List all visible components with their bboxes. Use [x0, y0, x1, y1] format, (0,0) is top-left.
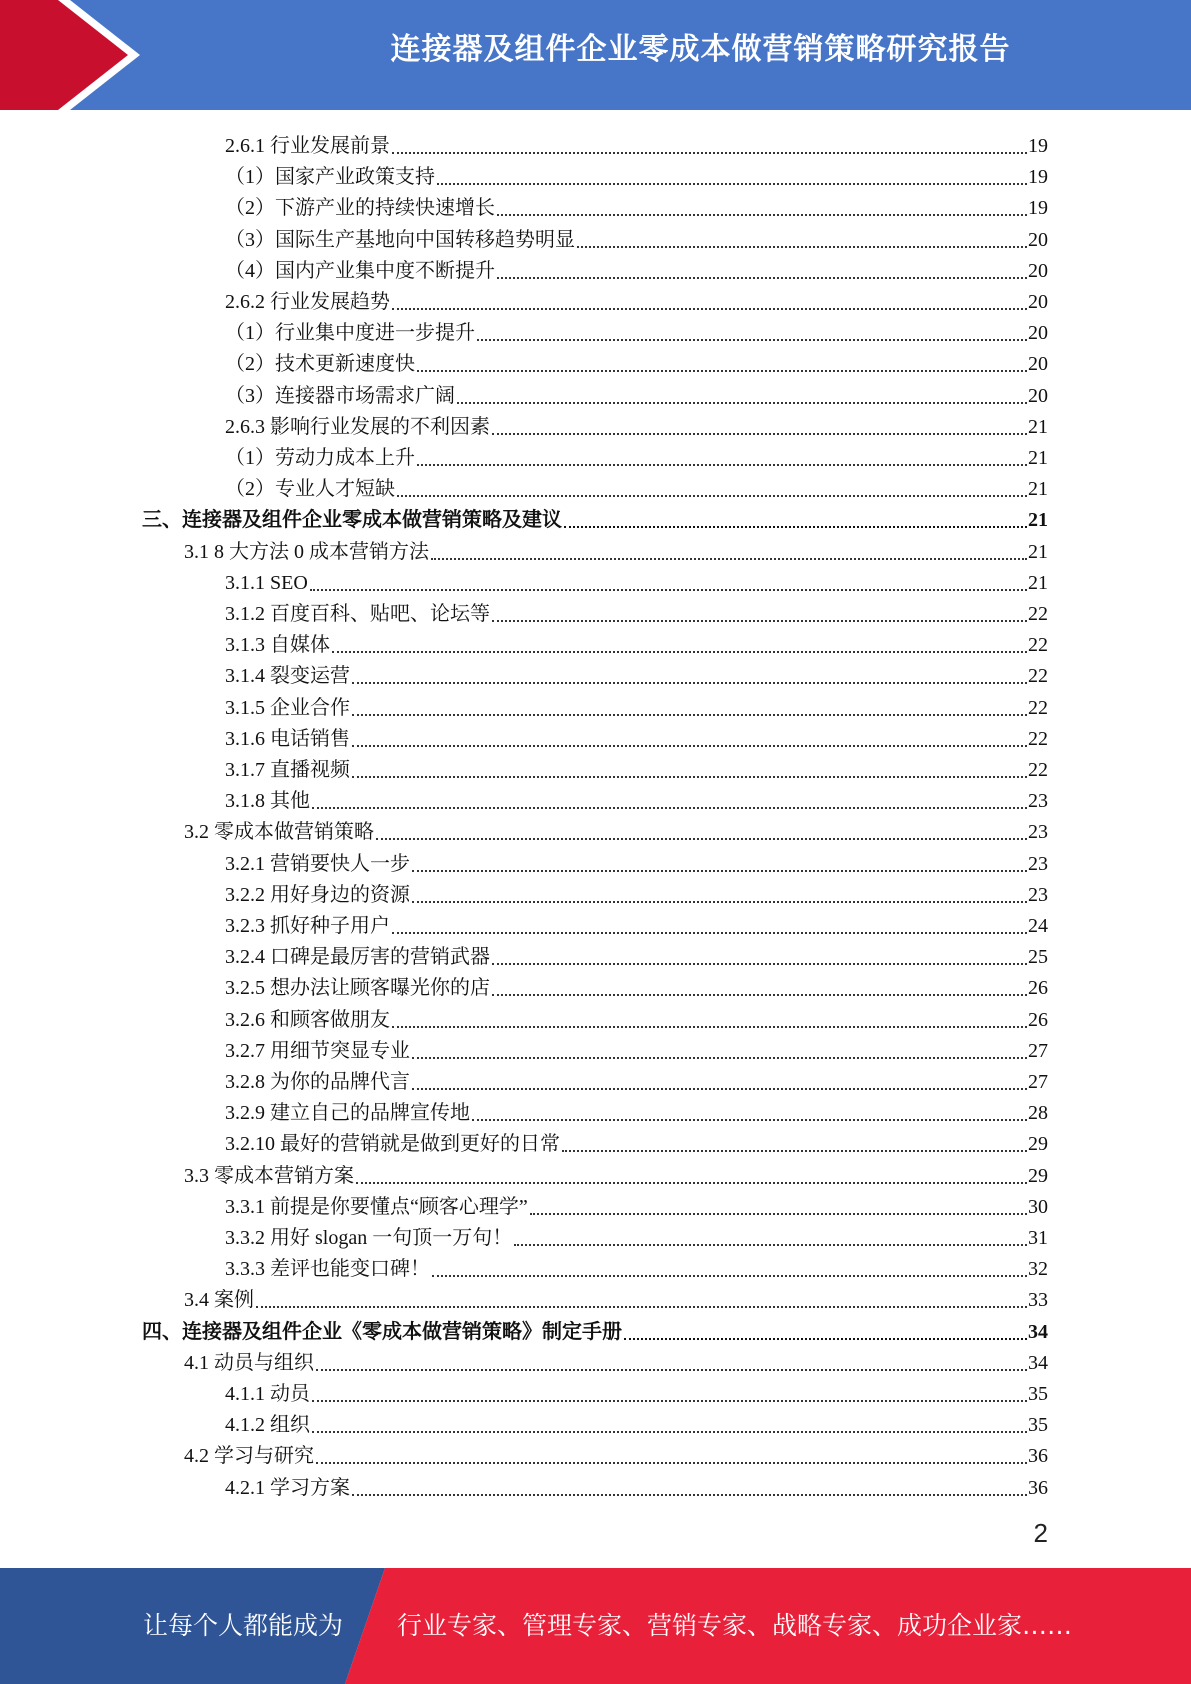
toc-entry-page: 20 — [1028, 384, 1048, 407]
toc-entry-label: （1）行业集中度进一步提升 — [225, 322, 475, 345]
toc-entry[interactable] — [225, 128, 1048, 159]
toc-entry[interactable] — [225, 1002, 1048, 1033]
toc-dot-leader — [530, 1213, 1027, 1215]
toc-entry-page: 32 — [1028, 1258, 1048, 1281]
toc-entry-page: 29 — [1028, 1133, 1048, 1156]
toc-entry-page: 23 — [1028, 821, 1048, 844]
toc-entry-page: 22 — [1028, 665, 1048, 688]
toc-entry-label: 3.1.7 直播视频 — [225, 759, 350, 781]
toc-entry[interactable] — [184, 1282, 1048, 1313]
toc-entry-label: （3）连接器市场需求广阔 — [225, 384, 455, 407]
toc-entry-page: 36 — [1028, 1476, 1048, 1499]
toc-entry-label: 3.2.4 口碑是最厉害的营销武器 — [225, 946, 490, 969]
toc-entry-page: 24 — [1028, 915, 1048, 937]
toc-entry-label: 3.3 零成本营销方案 — [184, 1164, 354, 1187]
toc-entry-page: 34 — [1028, 1320, 1048, 1343]
toc-entry[interactable] — [225, 908, 1048, 939]
toc-entry[interactable] — [225, 253, 1048, 284]
toc-entry[interactable] — [225, 1470, 1048, 1501]
toc-entry[interactable] — [225, 1407, 1048, 1438]
toc-entry-label: 4.2.1 学习方案 — [225, 1476, 350, 1499]
toc-entry[interactable] — [184, 1345, 1048, 1376]
toc-entry-page: 21 — [1028, 447, 1048, 469]
toc-entry[interactable] — [225, 1251, 1048, 1282]
toc-dot-leader — [316, 1462, 1027, 1464]
toc-dot-leader — [392, 152, 1027, 154]
toc-dot-leader — [477, 339, 1027, 341]
toc-dot-leader — [352, 682, 1027, 684]
toc-entry-page: 29 — [1028, 1164, 1048, 1187]
toc-entry-page: 20 — [1028, 228, 1048, 251]
toc-entry-label: 3.2.2 用好身边的资源 — [225, 883, 410, 906]
toc-entry-page: 36 — [1028, 1445, 1048, 1468]
toc-entry-label: 4.2 学习与研究 — [184, 1445, 314, 1468]
toc-entry-label: 4.1 动员与组织 — [184, 1351, 314, 1374]
toc-dot-leader — [431, 558, 1027, 560]
toc-entry-label: 3.1.6 电话销售 — [225, 727, 350, 750]
toc-entry[interactable] — [225, 658, 1048, 689]
toc-entry-label: （2）技术更新速度快 — [225, 353, 415, 376]
toc-dot-leader — [352, 745, 1027, 747]
toc-entry-label: （3）国际生产基地向中国转移趋势明显 — [225, 228, 575, 251]
toc-entry-page: 25 — [1028, 946, 1048, 969]
toc-entry-page: 20 — [1028, 353, 1048, 376]
toc-chapter-entry[interactable] — [142, 502, 1048, 533]
toc-entry-page: 27 — [1028, 1071, 1048, 1093]
toc-dot-leader — [412, 1088, 1027, 1090]
toc-dot-leader — [332, 651, 1027, 653]
page-footer — [0, 1568, 1191, 1684]
toc-entry-label: 3.1.8 其他 — [225, 790, 310, 813]
toc-entry-page: 19 — [1028, 197, 1048, 220]
toc-dot-leader — [437, 183, 1027, 185]
toc-entry-label: 3.2.9 建立自己的品牌宣传地 — [225, 1102, 470, 1125]
toc-entry-label: 3.2.10 最好的营销就是做到更好的日常 — [225, 1133, 560, 1156]
toc-dot-leader — [497, 214, 1027, 216]
toc-entry[interactable] — [225, 378, 1048, 409]
toc-entry-page: 21 — [1028, 509, 1048, 532]
toc-entry[interactable] — [225, 1064, 1048, 1095]
toc-entry-page: 26 — [1028, 977, 1048, 1000]
toc-entry[interactable] — [225, 783, 1048, 814]
toc-entry-page: 22 — [1028, 727, 1048, 750]
toc-dot-leader — [492, 620, 1027, 622]
toc-entry-label: （1）劳动力成本上升 — [225, 447, 415, 469]
toc-entry-page: 34 — [1028, 1351, 1048, 1374]
toc-dot-leader — [472, 1119, 1027, 1121]
toc-dot-leader — [352, 1494, 1027, 1496]
toc-dot-leader — [312, 1400, 1027, 1402]
toc-dot-leader — [352, 776, 1027, 778]
toc-dot-leader — [412, 870, 1027, 872]
toc-entry[interactable] — [225, 1376, 1048, 1407]
toc-entry-page: 21 — [1028, 540, 1048, 563]
toc-entry-page: 23 — [1028, 883, 1048, 906]
toc-entry-label: 四、连接器及组件企业《零成本做营销策略》制定手册 — [142, 1320, 622, 1343]
toc-entry[interactable] — [225, 346, 1048, 377]
toc-entry[interactable] — [225, 1220, 1048, 1251]
toc-entry-page: 22 — [1028, 696, 1048, 719]
toc-entry[interactable] — [184, 1438, 1048, 1469]
toc-dot-leader — [397, 495, 1027, 497]
toc-dot-leader — [412, 901, 1027, 903]
toc-entry[interactable] — [225, 1095, 1048, 1126]
toc-entry[interactable] — [225, 1189, 1048, 1220]
toc-entry[interactable] — [184, 1158, 1048, 1189]
toc-entry-page: 27 — [1028, 1039, 1048, 1062]
toc-entry-label: （1）国家产业政策支持 — [225, 166, 435, 189]
page-number: 2 — [1033, 1518, 1048, 1548]
toc-dot-leader — [376, 838, 1027, 840]
toc-entry[interactable] — [225, 440, 1048, 471]
toc-entry-label: 4.1.2 组织 — [225, 1414, 310, 1437]
page-header — [0, 0, 1191, 110]
toc-entry-label: 3.1.4 裂变运营 — [225, 665, 350, 688]
footer-slogan-left: 让每个人都能成为 — [143, 1611, 344, 1640]
toc-entry-page: 30 — [1028, 1195, 1048, 1218]
toc-entry[interactable] — [184, 534, 1048, 565]
toc-dot-leader — [492, 963, 1027, 965]
toc-dot-leader — [564, 526, 1027, 528]
toc-dot-leader — [310, 589, 1027, 591]
toc-dot-leader — [457, 402, 1027, 404]
footer-slogan-right: 行业专家、管理专家、营销专家、战略专家、成功企业家…… — [397, 1611, 1073, 1640]
toc-entry-label: 3.1.2 百度百科、贴吧、论坛等 — [225, 603, 490, 625]
toc-entry-page: 22 — [1028, 759, 1048, 781]
toc-entry-label: 3.1.5 企业合作 — [225, 696, 350, 719]
toc-entry-page: 35 — [1028, 1383, 1048, 1405]
toc-dot-leader — [392, 932, 1027, 934]
toc-entry-page: 31 — [1028, 1227, 1048, 1249]
toc-entry-page: 21 — [1028, 415, 1048, 438]
toc-entry[interactable] — [225, 721, 1048, 752]
toc-dot-leader — [417, 464, 1027, 466]
toc-entry-label: （4）国内产业集中度不断提升 — [225, 259, 495, 282]
toc-dot-leader — [432, 1275, 1027, 1277]
toc-entry[interactable] — [225, 752, 1048, 783]
toc-entry-label: 3.1.3 自媒体 — [225, 634, 330, 657]
toc-dot-leader — [356, 1182, 1027, 1184]
toc-entry[interactable] — [225, 1033, 1048, 1064]
toc-entry-page: 20 — [1028, 322, 1048, 345]
toc-entry[interactable] — [225, 565, 1048, 596]
toc-entry-label: 3.1.1 SEO — [225, 571, 308, 594]
toc-entry-label: 3.4 案例 — [184, 1289, 254, 1312]
toc-dot-leader — [497, 277, 1027, 279]
toc-entry[interactable] — [225, 877, 1048, 908]
toc-dot-leader — [624, 1338, 1027, 1340]
toc-chapter-entry[interactable] — [142, 1314, 1048, 1345]
toc-entry-page: 26 — [1028, 1008, 1048, 1031]
toc-entry-page: 23 — [1028, 790, 1048, 813]
toc-entry-page: 22 — [1028, 634, 1048, 657]
toc-entry-page: 19 — [1028, 166, 1048, 189]
toc-dot-leader — [492, 433, 1027, 435]
toc-entry[interactable] — [225, 159, 1048, 190]
toc-dot-leader — [392, 308, 1027, 310]
toc-entry-label: 3.3.3 差评也能变口碑！ — [225, 1258, 430, 1281]
toc-entry-label: （2）下游产业的持续快速增长 — [225, 197, 495, 220]
toc-entry[interactable] — [225, 970, 1048, 1001]
toc-entry-label: 3.2.7 用细节突显专业 — [225, 1039, 410, 1062]
toc-entry[interactable] — [225, 222, 1048, 253]
toc-entry[interactable] — [225, 190, 1048, 221]
toc-dot-leader — [392, 1026, 1027, 1028]
toc-dot-leader — [417, 370, 1027, 372]
toc-dot-leader — [316, 1369, 1027, 1371]
toc-dot-leader — [562, 1150, 1027, 1152]
toc-entry-label: （2）专业人才短缺 — [225, 478, 395, 501]
toc-dot-leader — [492, 994, 1027, 996]
toc-entry-page: 33 — [1028, 1289, 1048, 1312]
toc-entry[interactable] — [184, 814, 1048, 845]
toc-entry[interactable] — [225, 471, 1048, 502]
toc-entry-label: 3.3.1 前提是你要懂点“顾客心理学” — [225, 1195, 528, 1218]
toc-dot-leader — [312, 807, 1027, 809]
toc-entry-label: 3.2.3 抓好种子用户 — [225, 915, 390, 937]
toc-entry-page: 21 — [1028, 478, 1048, 501]
toc-entry-label: 4.1.1 动员 — [225, 1383, 310, 1405]
toc-entry-label: 3.2.5 想办法让顾客曝光你的店 — [225, 977, 490, 1000]
toc-entry[interactable] — [225, 846, 1048, 877]
toc-entry[interactable] — [225, 409, 1048, 440]
toc-dot-leader — [412, 1057, 1027, 1059]
toc-entry-label: 2.6.1 行业发展前景 — [225, 135, 390, 157]
toc-entry-label: 3.2.1 营销要快人一步 — [225, 852, 410, 875]
toc-dot-leader — [577, 246, 1027, 248]
toc-dot-leader — [514, 1244, 1027, 1246]
toc-entry-label: 三、连接器及组件企业零成本做营销策略及建议 — [142, 509, 562, 532]
toc-entry-label: 3.2.8 为你的品牌代言 — [225, 1071, 410, 1093]
toc-entry-page: 21 — [1028, 571, 1048, 594]
toc-entry-page: 35 — [1028, 1414, 1048, 1437]
toc-dot-leader — [352, 714, 1027, 716]
toc-entry[interactable] — [225, 596, 1048, 627]
toc-entry[interactable] — [225, 690, 1048, 721]
toc-entry-label: 3.1 8 大方法 0 成本营销方法 — [184, 540, 429, 563]
toc-entry[interactable] — [225, 939, 1048, 970]
toc-entry[interactable] — [225, 315, 1048, 346]
toc-entry-page: 28 — [1028, 1102, 1048, 1125]
toc-entry-page: 20 — [1028, 291, 1048, 313]
toc-entry-page: 19 — [1028, 135, 1048, 157]
header-title: 连接器及组件企业零成本做营销策略研究报告 — [390, 32, 1011, 67]
toc-entry-label: 3.2.6 和顾客做朋友 — [225, 1008, 390, 1031]
toc-entry-label: 3.2 零成本做营销策略 — [184, 821, 374, 844]
toc-entry[interactable] — [225, 1126, 1048, 1157]
toc-dot-leader — [312, 1431, 1027, 1433]
toc-entry-page: 22 — [1028, 603, 1048, 625]
toc-entry[interactable] — [225, 284, 1048, 315]
toc-entry-label: 2.6.2 行业发展趋势 — [225, 291, 390, 313]
toc-entry[interactable] — [225, 627, 1048, 658]
toc-dot-leader — [256, 1306, 1027, 1308]
toc-entry-page: 23 — [1028, 852, 1048, 875]
toc-entry-label: 2.6.3 影响行业发展的不利因素 — [225, 415, 490, 438]
toc-entry-label: 3.3.2 用好 slogan 一句顶一万句！ — [225, 1227, 513, 1249]
toc-entry-page: 20 — [1028, 259, 1048, 282]
